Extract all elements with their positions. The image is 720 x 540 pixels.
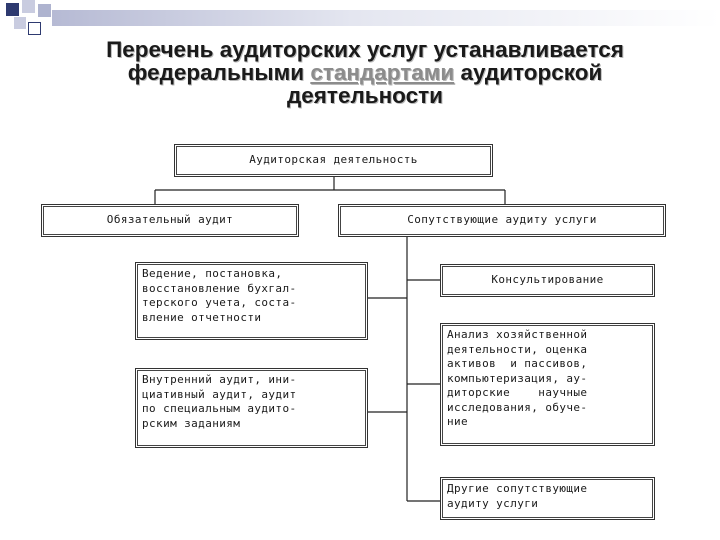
right-child-2: Анализ хозяйственной деятельности, оценка активов и пассивов, компьютеризация, ау- диторские научные исследования, обуче- ние: [440, 323, 655, 446]
left-child-1: Ведение, постановка, восстановление бухгал- терского учета, соста- вление отчетности: [135, 262, 368, 340]
right-child-3: Другие сопутствующие аудиту услуги: [440, 477, 655, 520]
right-branch-box: Сопутствующие аудиту услуги: [338, 204, 666, 237]
title-line-2-end: аудиторской: [454, 60, 603, 85]
title-line-1: Перечень аудиторских услуг устанавливается: [106, 37, 624, 62]
left-child-2: Внутренний аудит, ини- циативный аудит, аудит по специальным аудито- рским заданиям: [135, 368, 368, 448]
standards-link[interactable]: стандартами: [310, 60, 455, 85]
right-child-1: Консультирование: [440, 264, 655, 297]
title-line-3: деятельности: [287, 83, 443, 108]
left-branch-box: Обязательный аудит: [41, 204, 299, 237]
root-box: Аудиторская деятельность: [174, 144, 493, 177]
title-line-2-start: федеральными: [127, 60, 311, 85]
